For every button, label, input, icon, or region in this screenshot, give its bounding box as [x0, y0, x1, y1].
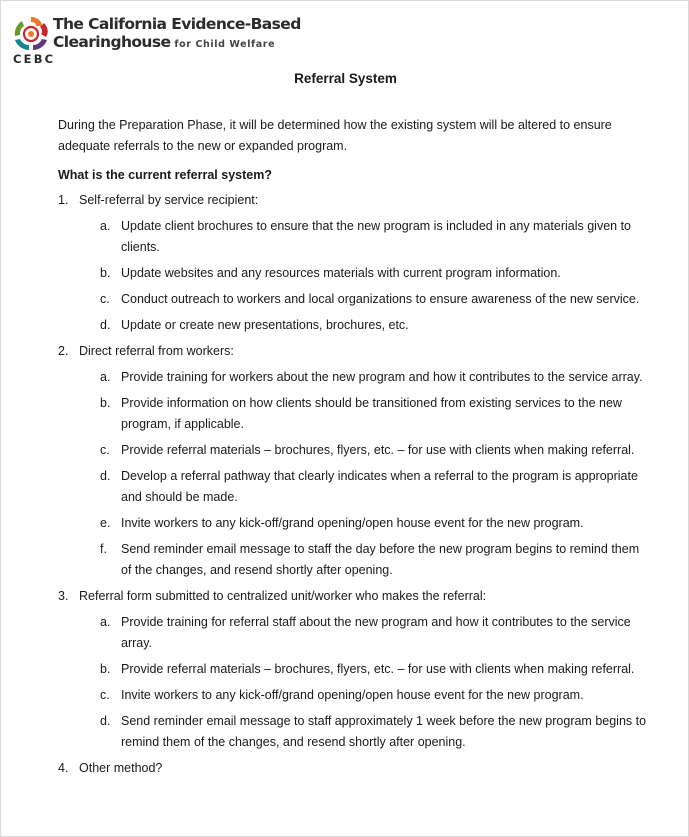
- sub-list-item: [79, 513, 648, 534]
- sub-list-item: [79, 612, 648, 654]
- sub-list-item: [79, 539, 648, 581]
- sub-list-item-text: Send reminder email message to staff approximately 1 week before the new program begins to remind them of the changes, and resend shortly after opening.: [121, 714, 647, 749]
- page-title: Referral System: [294, 71, 397, 86]
- list-item-number: 1.: [58, 193, 69, 207]
- sub-list-item-text: Provide training for workers about the new program and how it contributes to the service array.: [121, 370, 643, 384]
- sub-list-item: [79, 216, 648, 258]
- logo-org-sub: for Child Welfare: [174, 39, 276, 50]
- sub-list-item-text: Update websites and any resources materials with current program information.: [121, 266, 561, 280]
- cebc-logo-mark-icon: [11, 14, 51, 54]
- sub-list-item-text: Conduct outreach to workers and local organizations to ensure awareness of the new service.: [121, 292, 640, 306]
- sub-list-item-text: Send reminder email message to staff the day before the new program begins to remind them of the changes, and resend shortly after opening.: [121, 542, 640, 577]
- sub-list-item-text: Provide referral materials – brochures, flyers, etc. – for use with clients when making referral.: [121, 662, 635, 676]
- logo-abbreviation: CEBC: [13, 52, 56, 66]
- sub-list-item-text: Update or create new presentations, brochures, etc.: [121, 318, 409, 332]
- sub-list-item-letter: a.: [100, 370, 111, 384]
- sub-list-item: [79, 711, 648, 753]
- list-item-text: Referral form submitted to centralized unit/worker who makes the referral:: [79, 589, 487, 603]
- sub-list-item-letter: c.: [100, 688, 110, 702]
- sub-list-item: [79, 440, 648, 461]
- list-item: [58, 586, 648, 753]
- sub-list-item-letter: d.: [100, 318, 111, 332]
- sub-list-item-letter: a.: [100, 219, 111, 233]
- list-item-number: 3.: [58, 589, 69, 603]
- sub-list-item: [79, 289, 648, 310]
- sub-list-item-text: Provide referral materials – brochures, flyers, etc. – for use with clients when making referral.: [121, 443, 635, 457]
- sub-list-item: [79, 685, 648, 706]
- sub-list: [79, 612, 648, 753]
- sub-list-item: [79, 466, 648, 508]
- list-item-number: 2.: [58, 344, 69, 358]
- list-item-text: Self-referral by service recipient:: [79, 193, 259, 207]
- list-item-text: Direct referral from workers:: [79, 344, 234, 358]
- list-item-text: Other method?: [79, 761, 163, 775]
- sub-list-item-letter: f.: [100, 542, 107, 556]
- sub-list-item: [79, 367, 648, 388]
- sub-list-item-letter: b.: [100, 266, 111, 280]
- sub-list-item-letter: b.: [100, 396, 111, 410]
- sub-list-item-letter: a.: [100, 615, 111, 629]
- list-item: [58, 190, 648, 336]
- sub-list-item: [79, 659, 648, 680]
- cebc-logo: [11, 14, 311, 66]
- list-item: [58, 758, 648, 779]
- sub-list-item-letter: e.: [100, 516, 111, 530]
- sub-list-item-letter: b.: [100, 662, 111, 676]
- sub-list-item-text: Update client brochures to ensure that the new program is included in any materials given to clients.: [121, 219, 632, 254]
- sub-list-item-letter: c.: [100, 292, 110, 306]
- section-question: What is the current referral system?: [58, 168, 272, 182]
- sub-list-item-text: Invite workers to any kick-off/grand opening/open house event for the new program.: [121, 516, 584, 530]
- logo-org-line2-text: Clearinghouse: [53, 33, 171, 51]
- sub-list-item: [79, 393, 648, 435]
- sub-list-item-text: Provide information on how clients should be transitioned from existing services to the new program, if applicable.: [121, 396, 622, 431]
- sub-list: [79, 216, 648, 336]
- sub-list-item-letter: d.: [100, 469, 111, 483]
- document-body: [58, 115, 648, 784]
- sub-list-item-letter: c.: [100, 443, 110, 457]
- sub-list-item: [79, 315, 648, 336]
- sub-list-item: [79, 263, 648, 284]
- logo-org-line2: [53, 33, 275, 51]
- referral-method-list: [58, 190, 648, 779]
- sub-list-item-text: Provide training for referral staff about the new program and how it contributes to the service array.: [121, 615, 631, 650]
- list-item-number: 4.: [58, 761, 69, 775]
- sub-list-item-text: Invite workers to any kick-off/grand opening/open house event for the new program.: [121, 688, 584, 702]
- intro-paragraph: During the Preparation Phase, it will be determined how the existing system will be altered to ensure adequate referrals to the new or expanded program.: [58, 118, 612, 153]
- list-item: [58, 341, 648, 581]
- sub-list: [79, 367, 648, 581]
- sub-list-item-text: Develop a referral pathway that clearly indicates when a referral to the program is appropriate and should be made.: [121, 469, 638, 504]
- sub-list-item-letter: d.: [100, 714, 111, 728]
- logo-org-line1: The California Evidence-Based: [53, 15, 301, 33]
